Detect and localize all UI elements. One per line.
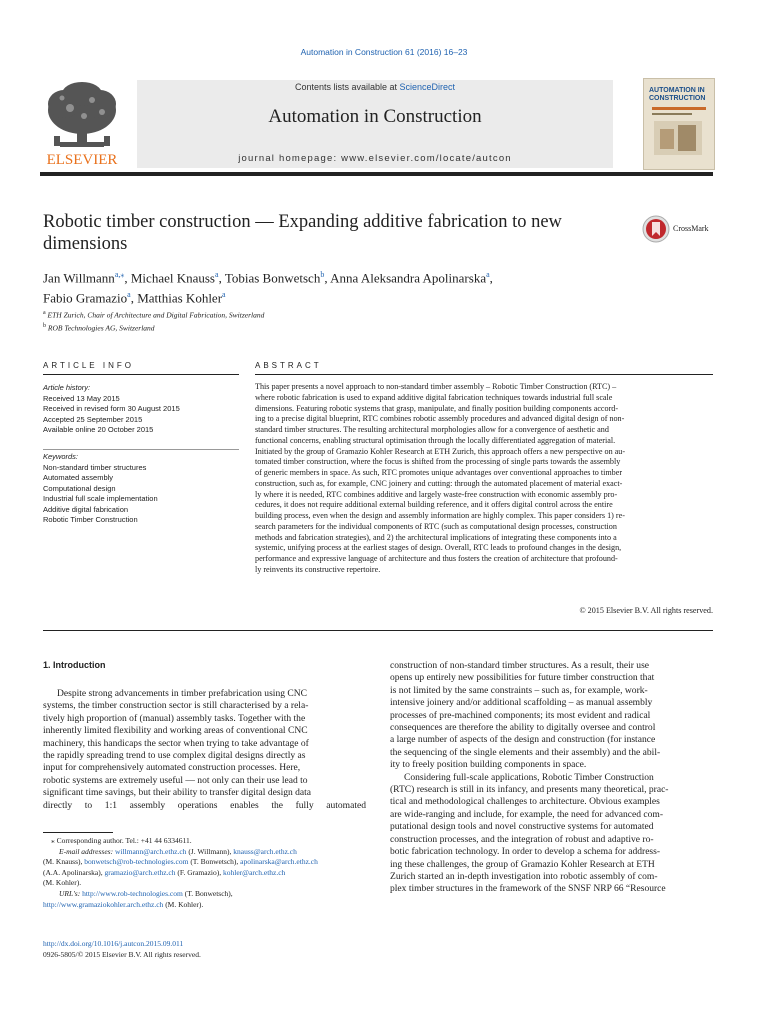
url-link[interactable]: http://www.rob-technologies.com: [82, 888, 183, 898]
abstract-line: ly where it is needed, RTC combines additive and largely waste-free construction with economic assembly pro-: [255, 489, 618, 499]
elsevier-wordmark: ELSEVIER: [46, 152, 118, 168]
keyword: Industrial full scale implementation: [43, 494, 158, 503]
crossmark-label: CrossMark: [673, 224, 709, 233]
header-divider: [40, 172, 713, 176]
email-link[interactable]: willmann@arch.ethz.ch: [114, 846, 187, 856]
elsevier-tree-icon: [40, 78, 124, 170]
abstract-body: [255, 382, 713, 576]
body-line: inherently limited flexibility and working areas of conventional CNC: [43, 725, 308, 737]
body-line: construction processes, and the integration of robust and adaptive ro-: [390, 833, 654, 845]
body-line: input for comprehensively automated construction processes. Here,: [43, 762, 301, 774]
abstract-line: dimensions. Featuring robotic systems that grasp, manipulate, and finally position building components accord-: [255, 403, 619, 413]
author-name[interactable]: Matthias Kohler: [137, 290, 223, 306]
contents-prefix: Contents lists available at: [294, 82, 400, 92]
doi-link[interactable]: http://dx.doi.org/10.1016/j.autcon.2015.09.011: [43, 939, 184, 948]
author-name[interactable]: Jan Willmann: [43, 270, 115, 286]
author-name[interactable]: Fabio Gramazio: [43, 290, 128, 306]
keyword: Additive digital fabrication: [43, 504, 129, 514]
elsevier-logo: [40, 78, 124, 170]
abstract-line: functional concerns, enabling structural optimisation through the locally differentiated aggregation of material.: [255, 435, 616, 445]
author-affil-sup[interactable]: a: [127, 290, 131, 300]
section-heading-introduction: 1. Introduction: [43, 660, 106, 670]
body-line: ity to freely position building components in space.: [390, 759, 587, 771]
body-line: plex timber structures in the framework of the SNSF NRP 66 “Resource: [390, 883, 666, 895]
author-separator: ,: [124, 270, 131, 286]
intro-right-column: [390, 660, 713, 896]
abstract-line: ing to a precise digital blueprint, RTC combines robotic assembly procedures and advanced digital design of non-: [255, 414, 625, 424]
email-link[interactable]: gramazio@arch.ethz.ch: [104, 867, 176, 877]
abstract-rule: [255, 374, 713, 375]
history-label: Article history:: [43, 383, 91, 392]
affiliation-text: ROB Technologies AG, Switzerland: [47, 323, 155, 332]
footnote: [43, 836, 373, 910]
affiliations: [43, 308, 543, 333]
body-line: processes of pre-machined components; its most evident and radical: [390, 709, 651, 721]
journal-homepage-link[interactable]: journal homepage: www.elsevier.com/locate/autcon: [238, 153, 512, 164]
abstract-line: where robotic fabrication is used to expand additive digital fabrication techniques towards industrial full scale: [255, 392, 613, 402]
body-line: directly to 1:1 assembly operations enables the fully automated: [43, 799, 366, 811]
affiliation-b: [43, 321, 543, 334]
body-line: botic fabrication technology. In order to develop a schema for address-: [390, 846, 661, 858]
article-info-rule: [43, 374, 239, 375]
email-owner: (J. Willmann),: [186, 846, 234, 856]
author-affil-sup[interactable]: a: [222, 290, 226, 300]
body-line: Considering full-scale applications, Robotic Timber Construction: [404, 771, 654, 783]
email-owner: (T. Bonwetsch),: [188, 857, 241, 867]
email-link[interactable]: kohler@arch.ethz.ch: [223, 867, 286, 877]
body-line: are wide-ranging and include, for example, the need for advanced com-: [390, 808, 664, 820]
affiliation-sup: a: [43, 310, 46, 316]
email-owner: (A.A. Apolinarska),: [43, 867, 105, 877]
abstract-line: This paper presents a novel approach to non-standard timber assembly – Robotic Timber Construction (RTC) –: [255, 382, 617, 391]
body-line: systems, the timber construction sector is still characterised by a rela-: [43, 700, 309, 712]
author-affil-sup[interactable]: a,⁎: [114, 270, 125, 279]
email-label: E-mail addresses:: [59, 846, 114, 856]
body-line: Zurich started an in-depth investigation into robotic assembly of com-: [390, 870, 658, 882]
author-separator: ,: [324, 270, 331, 286]
body-line: machinery, this handicaps the sector when trying to take advantage of: [43, 737, 309, 749]
url-line-1: [43, 889, 373, 900]
email-line-2: [43, 857, 373, 868]
body-line: construction of non-standard timber structures. As a result, their use: [390, 660, 650, 671]
keyword: Automated assembly: [43, 473, 114, 482]
affiliation-a: [43, 308, 543, 321]
author-list: [43, 266, 683, 307]
abstract-heading: ABSTRACT: [255, 361, 322, 370]
keywords-label: Keywords:: [43, 452, 79, 461]
info-divider: [43, 449, 239, 450]
abstract-line: ly reinvents its constructive repertoire.: [255, 564, 381, 574]
email-line-4: (M. Kohler).: [43, 878, 82, 888]
body-line: intensive joinery and/or additional scaffolding – as manual assembly: [390, 697, 653, 709]
cover-title: AUTOMATION IN CONSTRUCTION: [649, 87, 706, 102]
email-link[interactable]: bonwetsch@rob-technologies.com: [84, 857, 189, 867]
keyword: Non-standard timber structures: [43, 462, 147, 472]
author-name[interactable]: Tobias Bonwetsch: [224, 270, 321, 286]
abstract-copyright: © 2015 Elsevier B.V. All rights reserved.: [579, 606, 713, 615]
article-info-heading: ARTICLE INFO: [43, 361, 134, 370]
issn-copyright: 0926-5805/© 2015 Elsevier B.V. All rights reserved.: [43, 950, 201, 959]
abstract-line: tomated timber construction, where the focus is shifted from the processing of single parts towards the assembly: [255, 457, 621, 467]
body-line: significant time savings, but their ability to transfer digital design data: [43, 787, 312, 799]
email-link[interactable]: knauss@arch.ethz.ch: [233, 846, 297, 856]
abstract-line: performance and expressive language of architecture and thus fosters the creation of architecture that profound-: [255, 554, 618, 563]
email-line-3: [43, 868, 373, 879]
history-entry: Available online 20 October 2015: [43, 425, 154, 434]
body-line: consequences are therefore the ability to digitally oversee and control: [390, 722, 656, 734]
abstract-line: cedures, it does not require additional external building reference, and it offers digital control across the entire: [255, 500, 613, 510]
journal-title: Automation in Construction: [268, 106, 482, 127]
affiliation-sup: b: [43, 322, 46, 329]
url-owner: (M. Kohler).: [163, 899, 204, 909]
body-line: robotic systems are extremely useful — not only can their use lead to: [43, 774, 308, 786]
footnote-rule: [43, 832, 113, 833]
cover-art-icon: [644, 79, 714, 169]
author-separator: ,: [218, 270, 225, 286]
keyword: Robotic Timber Construction: [43, 515, 138, 524]
author-separator: ,: [489, 270, 493, 286]
article-title: Robotic timber construction — Expanding additive fabrication to new dimensions: [43, 212, 562, 254]
email-link[interactable]: apolinarska@arch.ethz.ch: [240, 857, 318, 867]
affiliation-text: ETH Zurich, Chair of Architecture and Digital Fabrication, Switzerland: [47, 310, 265, 320]
history-entry: Accepted 25 September 2015: [43, 414, 143, 424]
author-separator: ,: [130, 290, 138, 306]
url-label: URL's:: [59, 888, 81, 898]
journal-citation-link[interactable]: Automation in Construction 61 (2016) 16–23: [300, 47, 468, 57]
abstract-bottom-rule: [43, 630, 713, 631]
sciencedirect-link[interactable]: ScienceDirect: [399, 82, 456, 92]
body-line: tively high proportion of (manual) assembly tasks. Together with the: [43, 712, 306, 724]
history-entry: Received 13 May 2015: [43, 393, 120, 403]
url-owner: (T. Bonwetsch),: [182, 888, 233, 898]
body-line: is not limited by the same constraints – such as, for example, work-: [390, 684, 648, 696]
body-line: putational design tools and novel constructive systems for automated: [390, 821, 654, 833]
body-line: a large number of aspects of the design and construction (for instance: [390, 734, 656, 746]
article-history: [43, 383, 239, 436]
crossmark-button[interactable]: [642, 215, 712, 243]
email-line-1: [43, 847, 373, 858]
email-owner: (F. Gramazio),: [175, 867, 224, 877]
abstract-line: of generic members in space. As such, RTC promotes unique advantages over conventional approaches to timber: [255, 468, 623, 477]
email-owner: (M. Knauss),: [43, 857, 85, 867]
abstract-line: construction, such as, for example, CNC joinery and cutting: through the automated placement of material exact-: [255, 478, 623, 488]
page-footer: [43, 938, 343, 960]
abstract-line: search parameters for the individual components of RTC (such as computational design processes, construction: [255, 521, 617, 531]
author-name[interactable]: Anna Aleksandra Apolinarska: [330, 270, 487, 286]
crossmark-icon: [642, 215, 670, 243]
body-line: Despite strong advancements in timber prefabrication using CNC: [57, 688, 308, 699]
body-line: tical and methodological challenges to architecture. Obvious examples: [390, 796, 660, 808]
history-entry: Received in revised form 30 August 2015: [43, 404, 180, 413]
abstract-line: methods and fabrication strategies), and 2) the architectural implications of integrating these components into a: [255, 532, 617, 542]
body-line: opens up entirely new possibilities for future timber construction that: [390, 672, 655, 684]
author-affil-sup[interactable]: a: [215, 270, 219, 279]
body-line: the sequencing of the single elements and their assembly) and the abil-: [390, 746, 661, 758]
corresponding-author-note: ⁎ Corresponding author. Tel.: +41 44 6334611.: [51, 836, 192, 845]
body-line: (RTC) research is still in its infancy, and presents many theoretical, prac-: [390, 784, 669, 796]
url-link[interactable]: http://www.gramaziokohler.arch.ethz.ch: [43, 899, 164, 909]
body-line: the rapidly spreading trend to use complex digital designs directly as: [43, 750, 306, 762]
abstract-line: building process, even when the design and assembly information are highly complex. This paper considers 1) re-: [255, 511, 625, 520]
url-line-2: [43, 900, 373, 911]
author-affil-sup[interactable]: a: [486, 270, 490, 279]
keyword: Computational design: [43, 483, 116, 493]
author-name[interactable]: Michael Knauss: [130, 270, 215, 286]
abstract-line: Initiated by the group of Gramazio Kohler Research at ETH Zurich, this approach offers a new perspective on au-: [255, 446, 626, 456]
abstract-line: standard timber structures. The resulting architectural morphologies allow for a convergence of aesthetic and: [255, 425, 609, 434]
abstract-line: systemic, unifying process at the earliest stages of design. Overall, RTC leads to profound changes in the design,: [255, 543, 622, 553]
keywords: [43, 452, 239, 526]
body-line: ing these challenges, the group of Gramazio Kohler Research at ETH: [390, 858, 655, 870]
intro-left-column: [43, 688, 366, 812]
contents-line: [137, 82, 613, 92]
journal-cover-image: [643, 78, 715, 170]
author-affil-sup[interactable]: b: [320, 270, 325, 279]
